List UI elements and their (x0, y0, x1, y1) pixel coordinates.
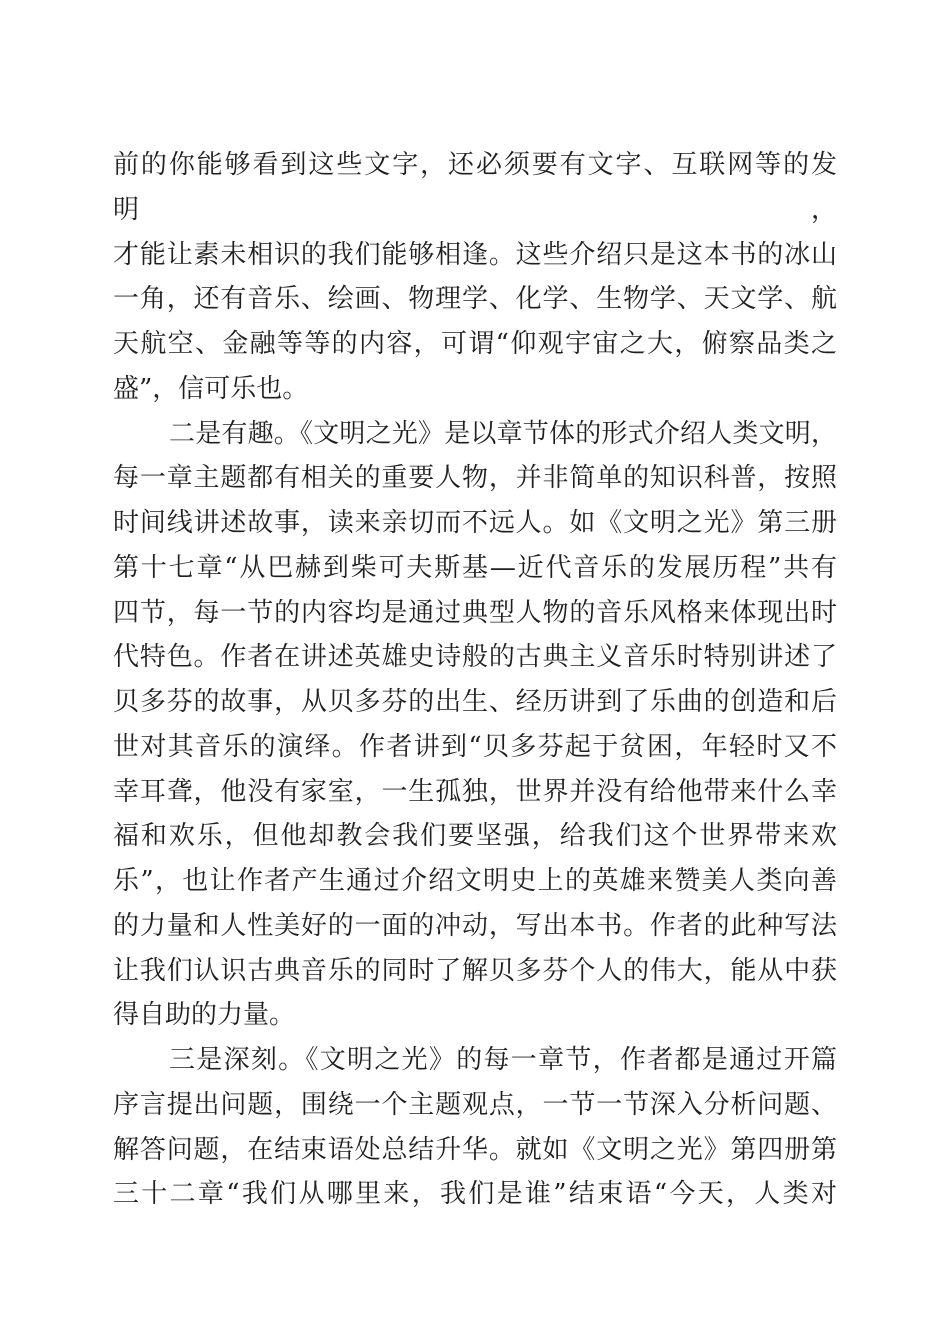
text-line: 天航空、金融等等的内容，可谓“仰观宇宙之大，俯察品类之 (113, 329, 837, 359)
text-line: 时间线讲述故事，读来亲切而不远人。如《文明之光》第三册 (113, 508, 837, 538)
text-line: 的力量和人性美好的一面的冲动，写出本书。作者的此种写法 (113, 910, 837, 941)
paragraph (113, 1038, 837, 1217)
text-line: 贝多芬的故事，从贝多芬的出生、经历讲到了乐曲的创造和后 (113, 687, 837, 717)
text-line: 才能让素未相识的我们能够相逢。这些介绍只是这本书的冰山 (113, 239, 837, 270)
document-body (113, 143, 837, 1217)
text-line: 代特色。作者在讲述英雄史诗般的古典主义音乐时特别讲述了 (113, 642, 837, 673)
text-line: 二是有趣。《文明之光》是以章节体的形式介绍人类文明， (169, 418, 837, 449)
text-line: 序言提出问题，围绕一个主题观点，一节一节深入分析问题、 (113, 1089, 837, 1120)
text-line: 福和欢乐，但他却教会我们要坚强，给我们这个世界带来欢 (113, 821, 837, 852)
text-line: 乐”，也让作者产生通过介绍文明史上的英雄来赞美人类向善 (113, 866, 837, 896)
paragraph (113, 143, 837, 412)
text-line: 第十七章“从巴赫到柴可夫斯基—近代音乐的发展历程”共有 (113, 552, 837, 583)
text-line: 前的你能够看到这些文字，还必须要有文字、互联网等的发明， (113, 150, 837, 225)
text-line: 幸耳聋，他没有家室，一生孤独，世界并没有给他带来什么幸 (113, 776, 837, 807)
text-line: 每一章主题都有相关的重要人物，并非简单的知识科普，按照 (113, 463, 837, 494)
paragraph (113, 412, 837, 1039)
text-line: 三是深刻。《文明之光》的每一章节，作者都是通过开篇 (169, 1045, 837, 1075)
text-line: 解答问题，在结束语处总结升华。就如《文明之光》第四册第 (113, 1134, 837, 1165)
text-line: 盛”，信可乐也。 (113, 373, 309, 404)
text-line: 一角，还有音乐、绘画、物理学、化学、生物学、天文学、航 (113, 284, 837, 315)
text-line: 世对其音乐的演绎。作者讲到“贝多芬起于贫困，年轻时又不 (113, 731, 837, 762)
text-line: 三十二章“我们从哪里来，我们是谁”结束语“今天，人类对 (113, 1179, 837, 1210)
text-line: 四节，每一节的内容均是通过典型人物的音乐风格来体现出时 (113, 597, 837, 628)
text-line: 让我们认识古典音乐的同时了解贝多芬个人的伟大，能从中获 (113, 955, 837, 986)
text-line: 得自助的力量。 (113, 1000, 296, 1031)
